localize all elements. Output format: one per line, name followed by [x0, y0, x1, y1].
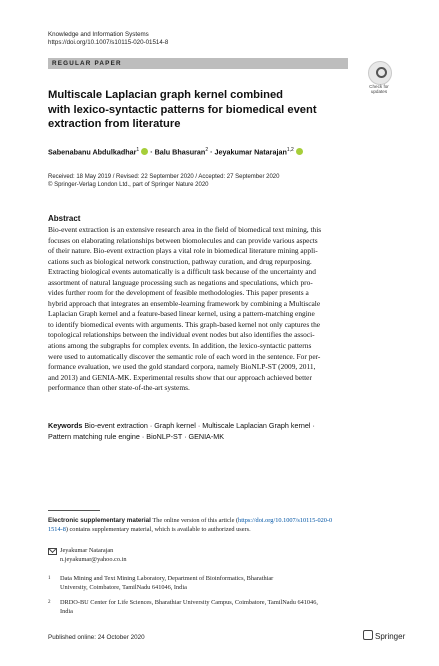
abstract-line: Extracting biological events automatically is a difficult task because of the uncertainty and	[48, 267, 316, 277]
abstract-line: Laplacian Graph kernel and a feature-based linear kernel, using a pattern-matching engine	[48, 309, 315, 319]
author-affiliation-sup: 1,2	[286, 147, 294, 153]
copyright-line: © Springer-Verlag London Ltd., part of Springer Nature 2020	[48, 182, 209, 189]
title-line-1: Multiscale Laplacian graph kernel combined	[48, 89, 284, 101]
affiliation	[48, 574, 392, 594]
keywords-line-1: Bio-event extraction · Graph kernel · Multiscale Laplacian Graph kernel ·	[84, 421, 315, 430]
affiliation-line: University, Coimbatore, TamilNadu 641046, India	[60, 584, 187, 591]
keywords-line-2: Pattern matching rule engine · BioNLP-ST · GENIA-MK	[48, 431, 225, 441]
keywords-section	[48, 421, 392, 442]
affiliation-line: Data Mining and Text Mining Laboratory, Department of Bioinformatics, Bharathiar	[60, 575, 274, 582]
check-for-updates-icon	[368, 61, 392, 85]
journal-header	[48, 31, 168, 47]
esm-text-1: The online version of this article (	[152, 517, 239, 524]
author-list	[48, 147, 368, 156]
orcid-icon[interactable]	[141, 148, 148, 155]
affiliation-number: 2	[48, 600, 51, 605]
supplementary-material-note	[48, 516, 392, 534]
title-line-2: with lexico-syntactic patterns for biomedical event	[48, 103, 317, 116]
corresponding-author	[48, 546, 248, 566]
abstract-line: formance evaluation, we used the gold standard corpora, namely BioNLP-ST (2009, 2011,	[48, 362, 316, 372]
publisher-name: Springer	[375, 632, 406, 641]
publication-history	[48, 173, 279, 190]
author-name[interactable]: Balu Bhasuran	[154, 147, 206, 157]
doi-link[interactable]: https://doi.org/10.1007/s10115-020-01514-8	[48, 39, 169, 47]
abstract-line: ations among the subgraphs for complex events. In addition, the lexico-syntactic patterns	[48, 341, 312, 351]
abstract-line: hybrid approach that integrates an ensemble-learning framework by combining a Multiscale	[48, 298, 321, 308]
contact-name: Jeyakumar Natarajan	[60, 547, 114, 554]
footnote-divider	[48, 510, 100, 511]
author-name[interactable]: Sabenabanu Abdulkadhar	[48, 147, 137, 157]
esm-text-2: ) contains supplementary material, which is available to authorized users.	[65, 526, 251, 533]
abstract-line: vides further room for the development of feasible methodologies. This paper presents a	[48, 288, 309, 298]
abstract-body	[48, 225, 392, 394]
check-for-updates-badge[interactable]	[361, 61, 397, 97]
abstract-line: performance than other state-of-the-art systems.	[48, 383, 190, 393]
title-line-3: extraction from literature	[48, 118, 181, 131]
article-title	[48, 88, 348, 132]
affiliation-line: India	[60, 608, 73, 615]
abstract-line: to identify biomedical events with arguments. This graph-based kernel not only captures the	[48, 319, 321, 329]
journal-name: Knowledge and Information Systems	[48, 31, 149, 38]
abstract-line: Bio-event extraction is an extensive research area in the field of biomedical text mining, this	[48, 225, 322, 234]
author-affiliation-sup: 1	[136, 147, 140, 153]
published-online-date: Published online: 24 October 2020	[48, 634, 145, 641]
author-separator: ·	[150, 147, 153, 157]
contact-email[interactable]: n.jeyakumar@yahoo.co.in	[60, 556, 127, 563]
esm-doi-link-continued[interactable]: 1514-8	[48, 526, 66, 533]
abstract-line: focuses on elaborating relationships between biomolecules and can provide various aspects	[48, 235, 318, 245]
abstract-line: cations such as biological network construction, pathway curation, and drug repurposing.	[48, 256, 312, 266]
keywords-label: Keywords	[48, 421, 83, 430]
publisher-logo	[363, 630, 405, 641]
badge-text-line-1: Check for	[369, 84, 389, 89]
affiliation	[48, 598, 392, 618]
abstract-line: of their nature. Bio-event extraction plays a vital role in biomedical literature mining appli-	[48, 246, 318, 256]
esm-label: Electronic supplementary material	[48, 517, 151, 524]
received-revised-accepted-dates: Received: 18 May 2019 / Revised: 22 September 2020 / Accepted: 27 September 2020	[48, 174, 280, 180]
author-name[interactable]: Jeyakumar Natarajan	[214, 147, 287, 157]
abstract-line: topological relationships between the individual event nodes but also identifies the associ-	[48, 330, 315, 340]
author-separator: ·	[210, 147, 213, 157]
abstract-line: and 2013) and GENIA-MK. Experimental results show that our approach achieved better	[48, 372, 312, 382]
article-type-banner	[48, 58, 348, 69]
abstract-line: assortment of natural language processing such as negations and speculations, which pro-	[48, 277, 313, 287]
springer-horse-icon	[363, 630, 373, 640]
affiliation-number: 1	[48, 576, 51, 581]
abstract-line: were used to automatically discover the semantic role of each word in the sentence. For per-	[48, 351, 321, 361]
orcid-icon[interactable]	[296, 148, 303, 155]
abstract-heading: Abstract	[48, 214, 81, 223]
esm-doi-link[interactable]: https://doi.org/10.1007/s10115-020-0	[238, 517, 333, 524]
envelope-icon	[48, 548, 57, 555]
article-type-label: REGULAR PAPER	[52, 59, 122, 67]
affiliation-line: DRDO-BU Center for Life Sciences, Bharathiar University Campus, Coimbatore, TamilNadu 641046,	[60, 599, 318, 606]
author-affiliation-sup: 2	[205, 147, 209, 153]
badge-text-line-2: updates	[370, 89, 388, 95]
